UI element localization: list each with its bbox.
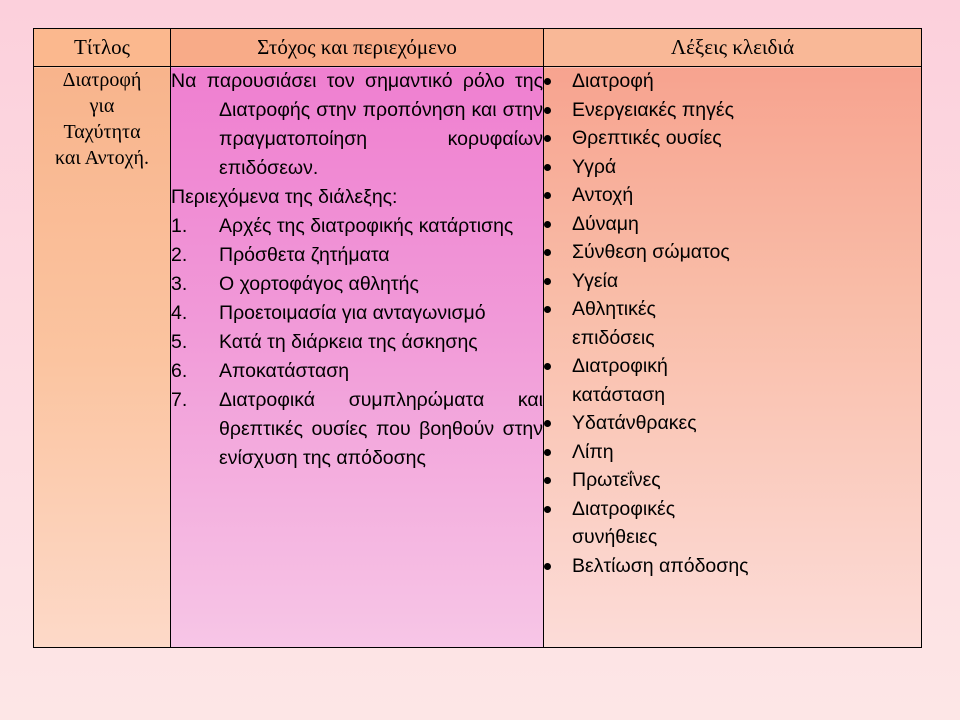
bullet-icon — [544, 249, 551, 256]
lecture-item — [171, 270, 543, 299]
keyword-text: Υγρά — [572, 155, 617, 178]
keyword-text: Υγεία — [572, 269, 619, 292]
keyword-item — [544, 267, 921, 296]
goal-line: πραγματοποίηση κορυφαίων — [219, 128, 543, 150]
keyword-item — [544, 466, 921, 495]
keyword-item — [544, 210, 921, 239]
lecture-item-number — [171, 444, 219, 473]
bullet-icon — [544, 477, 551, 484]
bullet-icon — [544, 363, 551, 370]
lecture-item-text: Κατά τη διάρκεια της άσκησης — [219, 331, 478, 353]
keyword-text: Σύνθεση σώματος — [572, 241, 730, 263]
keyword-text: επιδόσεις — [572, 326, 655, 349]
header-keywords: Λέξεις κλειδιά — [544, 29, 922, 67]
lecture-item-number: 3. — [171, 273, 188, 295]
keyword-item — [544, 409, 921, 438]
title-line: για — [89, 95, 115, 117]
bullet-icon — [544, 420, 551, 427]
lecture-item-number: 4. — [171, 302, 188, 324]
bullet-icon — [544, 135, 551, 142]
title-line: Διατροφή — [62, 69, 142, 91]
lecture-item-number: 1. — [171, 215, 188, 237]
keyword-item — [544, 181, 921, 210]
bullet-icon — [544, 78, 551, 85]
body-row — [34, 67, 922, 648]
bullet-icon — [544, 563, 551, 570]
lecture-item — [171, 357, 543, 386]
keyword-text: Διατροφικές — [572, 497, 676, 520]
keyword-text: Θρεπτικές ουσίες — [572, 127, 722, 149]
keyword-text: Ενεργειακές πηγές — [572, 98, 734, 121]
lecture-item — [171, 299, 543, 328]
keyword-item — [544, 67, 921, 96]
bullet-icon — [544, 449, 551, 456]
bullet-icon — [544, 278, 551, 285]
keyword-item — [544, 124, 921, 153]
keyword-item — [544, 552, 921, 581]
lecture-item — [171, 241, 543, 270]
lecture-item-text: Προετοιμασία για ανταγωνισμό — [219, 302, 486, 324]
title-line: και Αντοχή. — [54, 147, 150, 169]
lecture-item — [171, 386, 543, 415]
lecture-item-text: Αρχές της διατροφικής κατάρτισης — [219, 215, 514, 237]
header-title: Τίτλος — [34, 29, 171, 67]
lecture-item-text: ενίσχυση της απόδοσης — [219, 447, 426, 469]
keyword-text: Υδατάνθρακες — [572, 412, 697, 434]
bullet-icon — [544, 107, 551, 114]
goal-line: Διατροφής στην προπόνηση και στην — [219, 99, 543, 121]
keyword-text: Βελτίωση απόδοσης — [572, 554, 749, 577]
lecture-heading: Περιεχόμενα της διάλεξης: — [171, 186, 398, 208]
keyword-text: κατάσταση — [572, 383, 666, 406]
keyword-item — [544, 295, 921, 352]
keyword-item — [544, 238, 921, 267]
lecture-item-text: Πρόσθετα ζητήματα — [219, 244, 390, 266]
keyword-item — [544, 153, 921, 182]
course-table — [33, 28, 922, 648]
lecture-item-number: 5. — [171, 331, 188, 353]
keyword-text: Αντοχή — [572, 184, 634, 206]
keyword-text: Δύναμη — [572, 212, 639, 235]
lecture-item — [171, 328, 543, 357]
keyword-text: Πρωτεΐνες — [572, 469, 661, 491]
title-cell — [34, 67, 171, 648]
keywords-list — [544, 67, 921, 580]
keyword-text: Διατροφική — [572, 355, 668, 377]
bullet-icon — [544, 306, 551, 313]
bullet-icon — [544, 221, 551, 228]
lecture-item — [171, 415, 543, 444]
keyword-text: Λίπη — [572, 440, 614, 463]
header-row — [34, 29, 922, 67]
goal-line: Να παρουσιάσει τον σημαντικό ρόλο της — [171, 70, 543, 92]
lecture-item — [171, 212, 543, 241]
keyword-text: συνήθειες — [572, 526, 658, 548]
lecture-item — [171, 444, 543, 473]
lecture-item-text: Αποκατάσταση — [219, 360, 350, 382]
lecture-item-number: 6. — [171, 360, 188, 382]
keyword-item — [544, 352, 921, 409]
lecture-items — [171, 212, 543, 473]
goal-line: επιδόσεων. — [219, 157, 319, 179]
lecture-item-number: 2. — [171, 244, 188, 266]
keyword-text: Αθλητικές — [572, 298, 656, 320]
title-line: Ταχύτητα — [63, 121, 141, 143]
lecture-item-number: 7. — [171, 389, 188, 411]
lecture-item-text: Ο χορτοφάγος αθλητής — [219, 273, 419, 295]
bullet-icon — [544, 164, 551, 171]
keyword-item — [544, 495, 921, 552]
keyword-text: Διατροφή — [572, 70, 654, 92]
lecture-item-text: Διατροφικά συμπληρώματα και — [219, 389, 543, 411]
content-cell — [171, 67, 544, 648]
lecture-item-text: θρεπτικές ουσίες που βοηθούν στην — [219, 418, 543, 440]
header-content: Στόχος και περιεχόμενο — [171, 29, 544, 67]
keywords-cell — [544, 67, 922, 648]
keyword-item — [544, 438, 921, 467]
lecture-item-number — [171, 415, 219, 444]
bullet-icon — [544, 192, 551, 199]
bullet-icon — [544, 506, 551, 513]
keyword-item — [544, 96, 921, 125]
